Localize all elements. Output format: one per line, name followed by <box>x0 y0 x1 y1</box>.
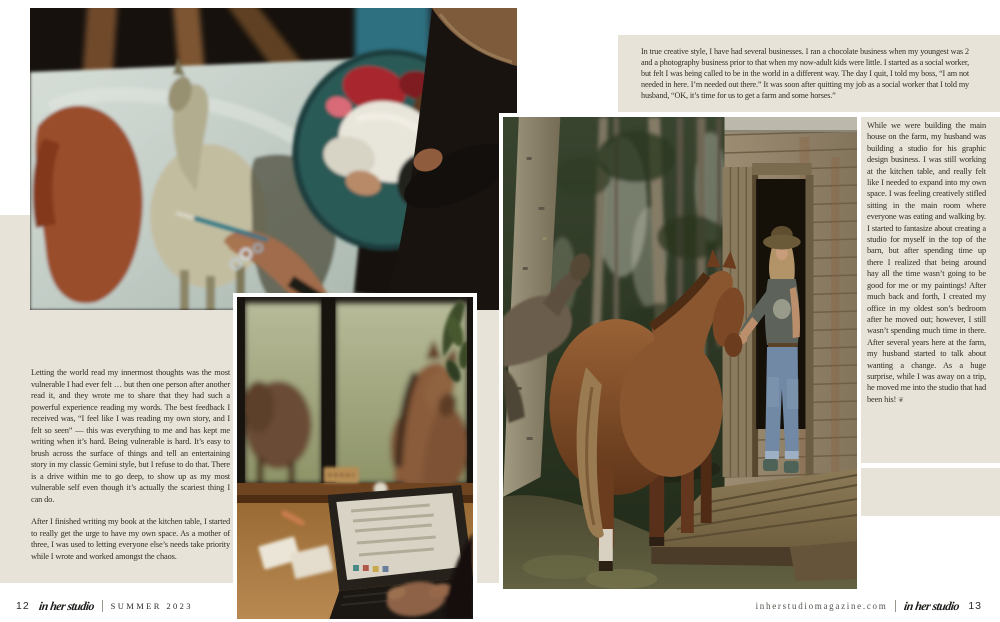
right-page-footer <box>756 597 982 615</box>
painting-photo-illustration <box>30 8 517 310</box>
footer-divider <box>895 600 896 612</box>
background-block-right-small <box>858 468 1000 516</box>
magazine-logo: in her studio <box>903 598 961 613</box>
left-paragraph-2: After I finished writing my book at the kitchen table, I started to really get the urge to have my own space. As a mother of three, I was used to letting everyone else’s needs take priority while I wrote and worked amongst the chaos. <box>31 517 230 561</box>
issue-label: SUMMER 2023 <box>110 601 193 611</box>
intro-paragraph: In true creative style, I have had several businesses. I ran a chocolate business when my youngest was 2 and a photography business prior to that when my now-adult kids were little. I started as a social worker, but felt I was being called to be in the world in a different way. The day I quit, I told my boss, “I am not needed in here. I’m needed out there.” It was soon after quitting my job as a social worker that I told my husband, “OK, it’s time for us to get a farm and some horses.” <box>641 47 969 101</box>
right-column-paragraph <box>867 120 986 406</box>
right-page-number: 13 <box>968 600 982 612</box>
photo-woman-horse-studio <box>499 113 861 593</box>
farm-photo-illustration <box>503 117 857 589</box>
article-end-mark: ❦ <box>898 395 904 404</box>
footer-divider <box>102 600 103 612</box>
photo-artist-painting-horses <box>30 8 517 310</box>
magazine-website: inherstudiomagazine.com <box>755 601 888 611</box>
left-page-number: 12 <box>16 600 30 612</box>
left-page-body <box>31 367 230 562</box>
photo-horse-at-window <box>233 293 477 622</box>
left-paragraph-1: Letting the world read my innermost thoughts was the most vulnerable I had ever felt … but then one person after another read it, and they wrote me to share that they had such a powerful experience reading my words. The best feedback I received was, “I feel like I was reading my own story, and I felt so seen” — this was everything to me and has kept me writing when it’s hard. Being vulnerable is hard. It’s easy to brush across the surface of things and tell an entertaining story in my classic Gemini style, but I refuse to do that. There is a drive within me to go deep, to show up as my most vulnerable self even though it’s actually the scariest thing I can do. <box>31 368 230 504</box>
left-page-footer <box>16 597 193 615</box>
right-column-text: While we were building the main house on the farm, my husband was building a studio for his graphic design business. I was still working at the kitchen table, and really felt like I needed to expand into my own space. I was feeling creatively stifled sitting in the main room where everyone was eating and walking by. I started to fantasize about creating a studio for myself in the top of the barn, but after spending time up there I realized that being around hay all the time wasn’t going to be good for me or my paintings! After much back and forth, I created my office in my oldest son’s bedroom after he moved out; however, I still wasn’t spending much time in there. After several years here at the farm, my husband started to talk about wanting a change. As a huge surprise, while I was away on a trip, he moved me into the studio that had been his! <box>867 121 986 404</box>
window-photo-illustration <box>237 297 473 619</box>
magazine-logo: in her studio <box>37 598 95 613</box>
